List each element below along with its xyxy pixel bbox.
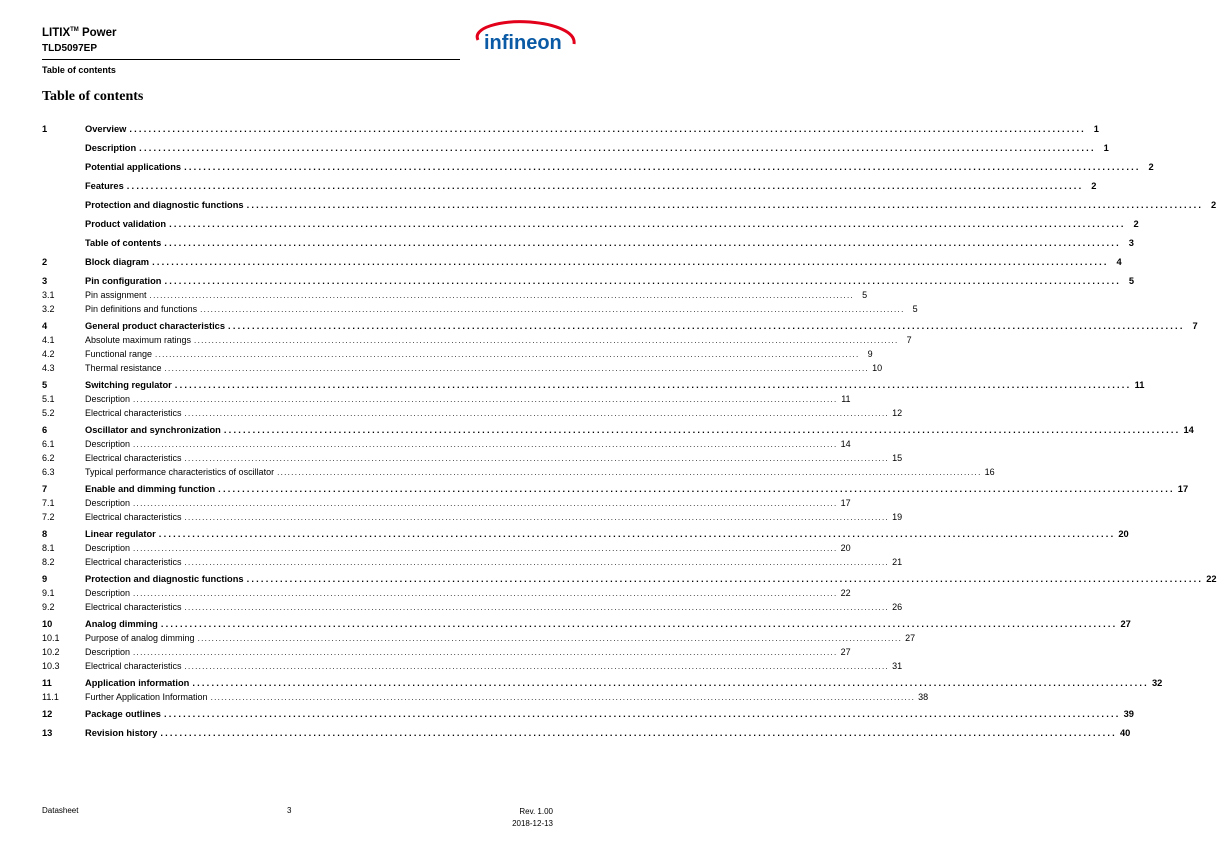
toc-chapter-entry[interactable]	[42, 276, 1135, 286]
toc-entry-page[interactable]: 7	[906, 334, 912, 345]
toc-entry-page[interactable]: 11	[841, 393, 851, 404]
toc-entry-page[interactable]: 22	[840, 587, 851, 598]
toc-chapter-entry[interactable]	[42, 181, 1097, 191]
toc-entry-number: 12	[42, 709, 53, 719]
toc-chapter-entry[interactable]	[42, 124, 1099, 134]
toc-chapter-entry[interactable]	[42, 257, 1122, 267]
toc-entry-title[interactable]: Table of contents	[85, 238, 162, 248]
toc-leader-dots: ........................................................................................................................................................................................................	[152, 257, 1109, 267]
toc-section-entry[interactable]	[42, 348, 873, 359]
trademark-mark: TM	[70, 27, 79, 34]
toc-entry-title[interactable]: Block diagram	[85, 257, 150, 267]
toc-leader-dots: ........................................................................................................................................................................................................	[218, 484, 1175, 494]
toc-entry-title[interactable]: Switching regulator	[85, 380, 172, 390]
toc-entry-number: 11.1	[42, 691, 59, 702]
toc-section-entry[interactable]	[42, 452, 903, 463]
toc-entry-page[interactable]: 2	[1211, 200, 1217, 210]
toc-entry-page[interactable]: 2	[1148, 162, 1154, 172]
toc-entry-page[interactable]: 20	[1118, 529, 1129, 539]
toc-leader-dots: ........................................................................................................................................................................................................	[160, 728, 1117, 738]
toc-entry-number: 9	[42, 574, 48, 584]
toc-chapter-entry[interactable]	[42, 143, 1109, 153]
toc-section-entry[interactable]	[42, 601, 903, 612]
toc-entry-number: 7.1	[42, 497, 55, 508]
toc-entry-number: 7.2	[42, 511, 55, 522]
toc-leader-dots: ........................................................................................................................................................................................................	[126, 181, 1084, 191]
toc-leader-dots: ........................................................................................................................................................................................................	[197, 633, 903, 643]
toc-leader-dots: ........................................................................................................................................................................................................	[133, 498, 838, 508]
toc-section-entry[interactable]	[42, 542, 851, 553]
toc-entry-number: 4.1	[42, 334, 55, 345]
toc-entry-title[interactable]: Application information	[85, 678, 190, 688]
toc-entry-title[interactable]: Electrical characteristics	[85, 660, 182, 671]
toc-section-entry[interactable]	[42, 691, 929, 702]
toc-entry-title[interactable]: Description	[85, 497, 131, 508]
toc-entry-title[interactable]: Protection and diagnostic functions	[85, 574, 244, 584]
toc-entry-page[interactable]: 27	[905, 632, 916, 643]
toc-entry-page[interactable]: 32	[1151, 678, 1163, 688]
toc-leader-dots: ........................................................................................................................................................................................................	[184, 162, 1141, 172]
toc-entry-number: 8.1	[42, 542, 55, 553]
toc-entry-page[interactable]: 1	[1103, 143, 1109, 153]
toc-entry-page[interactable]: 38	[918, 691, 929, 702]
toc-section-entry[interactable]	[42, 362, 883, 373]
toc-leader-dots: ........................................................................................................................................................................................................	[164, 363, 870, 373]
toc-leader-dots: ........................................................................................................................................................................................................	[184, 512, 890, 522]
toc-entry-page[interactable]: 5	[912, 303, 918, 314]
toc-entry-title[interactable]: Purpose of analog dimming	[85, 632, 195, 643]
toc-leader-dots: ........................................................................................................................................................................................................	[200, 304, 905, 314]
toc-entry-title[interactable]: Potential applications	[85, 162, 182, 172]
toc-entry-number: 11	[42, 678, 52, 688]
toc-leader-dots: ........................................................................................................................................................................................................	[192, 678, 1149, 688]
toc-leader-dots: ........................................................................................................................................................................................................	[158, 529, 1116, 539]
toc-entry-title[interactable]: Electrical characteristics	[85, 407, 182, 418]
toc-entry-number: 5	[42, 380, 48, 390]
toc-section-entry[interactable]	[42, 289, 868, 300]
table-of-contents	[42, 0, 1217, 842]
toc-entry-page[interactable]: 17	[840, 497, 851, 508]
toc-entry-page[interactable]: 2	[1133, 219, 1139, 229]
toc-leader-dots: ........................................................................................................................................................................................................	[164, 276, 1122, 286]
toc-entry-title[interactable]: Functional range	[85, 348, 153, 359]
toc-leader-dots: ........................................................................................................................................................................................................	[164, 238, 1121, 248]
toc-chapter-entry[interactable]	[42, 425, 1194, 435]
toc-leader-dots: ........................................................................................................................................................................................................	[163, 709, 1121, 719]
toc-entry-number: 10.1	[42, 632, 60, 643]
toc-entry-title[interactable]: Electrical characteristics	[85, 511, 182, 522]
toc-chapter-entry[interactable]	[42, 219, 1139, 229]
toc-entry-page[interactable]: 14	[840, 438, 851, 449]
toc-leader-dots: ........................................................................................................................................................................................................	[133, 588, 838, 598]
toc-leader-dots: ........................................................................................................................................................................................................	[194, 335, 899, 345]
logo-wordmark: infineon	[484, 32, 562, 54]
toc-leader-dots: ........................................................................................................................................................................................................	[277, 467, 982, 477]
toc-entry-title[interactable]: Product validation	[85, 219, 167, 229]
toc-entry-page[interactable]: 21	[892, 556, 903, 567]
toc-entry-title[interactable]: Overview	[85, 124, 127, 134]
toc-chapter-entry[interactable]	[42, 619, 1131, 629]
toc-entry-number: 8	[42, 529, 48, 539]
toc-entry-page[interactable]: 10	[872, 362, 883, 373]
toc-leader-dots: ........................................................................................................................................................................................................	[228, 321, 1185, 331]
toc-entry-title[interactable]: General product characteristics	[85, 321, 226, 331]
toc-leader-dots: ........................................................................................................................................................................................................	[139, 143, 1096, 153]
toc-chapter-entry[interactable]	[42, 529, 1129, 539]
toc-section-entry[interactable]	[42, 556, 903, 567]
toc-entry-number: 9.1	[42, 587, 55, 598]
toc-entry-title[interactable]: Typical performance characteristics of oscillator	[85, 466, 275, 477]
toc-entry-title[interactable]: Enable and dimming function	[85, 484, 216, 494]
toc-leader-dots: ........................................................................................................................................................................................................	[174, 380, 1132, 390]
toc-entry-page[interactable]: 9	[867, 348, 873, 359]
toc-entry-number: 3	[42, 276, 48, 286]
toc-entry-title[interactable]: Pin definitions and functions	[85, 303, 198, 314]
toc-leader-dots: ........................................................................................................................................................................................................	[133, 394, 838, 404]
toc-chapter-entry[interactable]	[42, 709, 1134, 719]
toc-chapter-entry[interactable]	[42, 678, 1163, 688]
footer-revision-block	[512, 806, 553, 830]
toc-leader-dots: ........................................................................................................................................................................................................	[160, 619, 1118, 629]
toc-entry-title[interactable]: Analog dimming	[85, 619, 158, 629]
toc-section-entry[interactable]	[42, 466, 995, 477]
toc-entry-title[interactable]: Description	[85, 587, 131, 598]
toc-leader-dots: ........................................................................................................................................................................................................	[184, 557, 890, 567]
toc-entry-title[interactable]: Electrical characteristics	[85, 601, 182, 612]
toc-leader-dots: ........................................................................................................................................................................................................	[133, 439, 838, 449]
toc-entry-page[interactable]: 15	[892, 452, 903, 463]
footer-page-number: 3	[287, 806, 292, 815]
toc-entry-number: 10.2	[42, 646, 60, 657]
toc-entry-page[interactable]: 3	[1128, 238, 1134, 248]
toc-entry-page[interactable]: 7	[1192, 321, 1198, 331]
toc-entry-page[interactable]: 1	[1093, 124, 1099, 134]
toc-entry-title[interactable]: Further Application Information	[85, 691, 208, 702]
toc-chapter-entry[interactable]	[42, 574, 1217, 584]
toc-chapter-entry[interactable]	[42, 200, 1217, 210]
toc-entry-page[interactable]: 2	[1091, 181, 1097, 191]
toc-entry-number: 1	[42, 124, 48, 134]
toc-section-entry[interactable]	[42, 407, 903, 418]
toc-entry-title[interactable]: Electrical characteristics	[85, 556, 182, 567]
toc-leader-dots: ........................................................................................................................................................................................................	[184, 661, 890, 671]
footer-doc-type: Datasheet	[42, 806, 79, 815]
toc-entry-page[interactable]: 12	[892, 407, 903, 418]
toc-entry-title[interactable]: Description	[85, 646, 131, 657]
page-title: Table of contents	[42, 89, 144, 104]
toc-leader-dots: ........................................................................................................................................................................................................	[133, 647, 838, 657]
toc-entry-title[interactable]: Description	[85, 438, 131, 449]
toc-entry-number: 13	[42, 728, 53, 738]
toc-entry-title[interactable]: Electrical characteristics	[85, 452, 182, 463]
toc-chapter-entry[interactable]	[42, 380, 1145, 390]
footer-revision: Rev. 1.00	[519, 807, 553, 816]
toc-leader-dots: ........................................................................................................................................................................................................	[223, 425, 1181, 435]
toc-section-entry[interactable]	[42, 438, 851, 449]
toc-entry-page[interactable]: 27	[840, 646, 851, 657]
toc-entry-page[interactable]: 5	[862, 289, 868, 300]
toc-entry-page[interactable]: 40	[1119, 728, 1131, 738]
toc-leader-dots: ........................................................................................................................................................................................................	[184, 602, 890, 612]
toc-entry-number: 6.1	[42, 438, 55, 449]
toc-leader-dots: ........................................................................................................................................................................................................	[155, 349, 860, 359]
toc-entry-title[interactable]: Revision history	[85, 728, 158, 738]
toc-entry-number: 9.2	[42, 601, 55, 612]
toc-section-entry[interactable]	[42, 511, 903, 522]
toc-entry-title[interactable]: Description	[85, 542, 131, 553]
toc-entry-page[interactable]: 22	[1206, 574, 1217, 584]
toc-section-entry[interactable]	[42, 303, 918, 314]
toc-chapter-entry[interactable]	[42, 162, 1154, 172]
toc-section-entry[interactable]	[42, 646, 851, 657]
brand-suffix: Power	[78, 27, 117, 39]
toc-entry-title[interactable]: Linear regulator	[85, 529, 156, 539]
toc-entry-page[interactable]: 11	[1134, 380, 1145, 390]
toc-entry-title[interactable]: Protection and diagnostic functions	[85, 200, 244, 210]
toc-entry-number: 10.3	[42, 660, 60, 671]
toc-entry-title[interactable]: Pin assignment	[85, 289, 147, 300]
toc-section-entry[interactable]	[42, 334, 912, 345]
toc-entry-page[interactable]: 16	[984, 466, 995, 477]
toc-entry-page[interactable]: 5	[1128, 276, 1135, 286]
toc-entry-number: 4.3	[42, 362, 55, 373]
toc-chapter-entry[interactable]	[42, 728, 1131, 738]
toc-section-entry[interactable]	[42, 497, 851, 508]
toc-section-entry[interactable]	[42, 660, 903, 671]
toc-entry-title[interactable]: Description	[85, 143, 137, 153]
toc-entry-page[interactable]: 27	[1120, 619, 1131, 629]
toc-entry-page[interactable]: 31	[892, 660, 903, 671]
toc-entry-number: 4	[42, 321, 48, 331]
toc-leader-dots: ........................................................................................................................................................................................................	[184, 453, 890, 463]
toc-chapter-entry[interactable]	[42, 238, 1134, 248]
toc-entry-number: 7	[42, 484, 48, 494]
toc-leader-dots: ........................................................................................................................................................................................................	[246, 574, 1204, 584]
toc-leader-dots: ........................................................................................................................................................................................................	[210, 692, 916, 702]
toc-entry-page[interactable]: 19	[892, 511, 903, 522]
toc-entry-title[interactable]: Pin configuration	[85, 276, 162, 286]
toc-entry-number: 5.1	[42, 393, 55, 404]
toc-entry-title[interactable]: Features	[85, 181, 124, 191]
toc-leader-dots: ........................................................................................................................................................................................................	[149, 290, 855, 300]
toc-entry-page[interactable]: 14	[1183, 425, 1194, 435]
toc-entry-number: 3.1	[42, 289, 55, 300]
toc-entry-number: 6	[42, 425, 48, 435]
toc-leader-dots: ........................................................................................................................................................................................................	[169, 219, 1126, 229]
toc-entry-title[interactable]: Thermal resistance	[85, 362, 162, 373]
toc-entry-number: 6.3	[42, 466, 55, 477]
toc-entry-number: 2	[42, 257, 48, 267]
part-number: TLD5097EP	[42, 43, 98, 54]
toc-section-entry[interactable]	[42, 393, 851, 404]
toc-entry-page[interactable]: 26	[892, 601, 903, 612]
toc-entry-title[interactable]: Package outlines	[85, 709, 161, 719]
toc-entry-page[interactable]: 20	[840, 542, 851, 553]
toc-leader-dots: ........................................................................................................................................................................................................	[129, 124, 1086, 134]
toc-entry-number: 5.2	[42, 407, 55, 418]
toc-leader-dots: ........................................................................................................................................................................................................	[184, 408, 890, 418]
toc-section-entry[interactable]	[42, 632, 916, 643]
toc-chapter-entry[interactable]	[42, 484, 1189, 494]
toc-entry-title[interactable]: Description	[85, 393, 131, 404]
footer-date: 2018-12-13	[512, 819, 553, 828]
toc-entry-page[interactable]: 39	[1123, 709, 1134, 719]
toc-entry-title[interactable]: Oscillator and synchronization	[85, 425, 221, 435]
toc-entry-number: 10	[42, 619, 53, 629]
toc-entry-number: 8.2	[42, 556, 55, 567]
toc-section-entry[interactable]	[42, 587, 851, 598]
toc-entry-title[interactable]: Absolute maximum ratings	[85, 334, 192, 345]
toc-leader-dots: ........................................................................................................................................................................................................	[133, 543, 838, 553]
header-section-title: Table of contents	[42, 65, 116, 75]
toc-entry-number: 3.2	[42, 303, 55, 314]
toc-entry-page[interactable]: 4	[1116, 257, 1122, 267]
toc-entry-number: 4.2	[42, 348, 55, 359]
brand-name: LITIX	[42, 27, 71, 39]
toc-entry-page[interactable]: 17	[1177, 484, 1189, 494]
toc-chapter-entry[interactable]	[42, 321, 1198, 331]
toc-entry-number: 6.2	[42, 452, 55, 463]
toc-leader-dots: ........................................................................................................................................................................................................	[246, 200, 1204, 210]
